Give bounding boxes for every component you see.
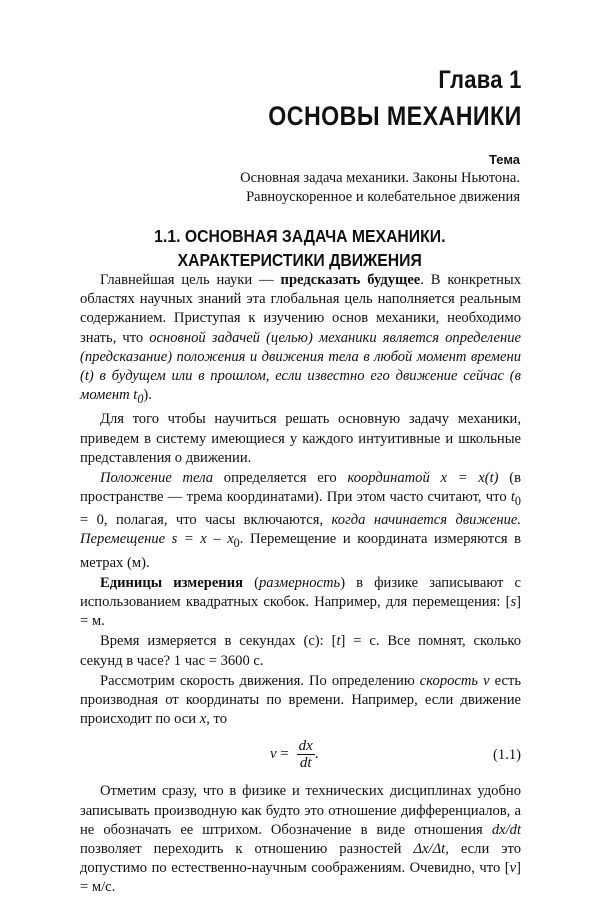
math-inline: t (336, 633, 341, 650)
emphasis-bold: Единицы измерения (100, 574, 244, 591)
math-inline: Δx/Δt (413, 841, 446, 857)
formula-lhs: v (270, 746, 277, 763)
chapter-title: ОСНОВЫ МЕХАНИКИ (268, 101, 522, 131)
paragraph-derivative-notation (80, 782, 521, 897)
text-run: Отметим сразу, что в физике и технических дисциплинах удобно записывать производную как будто это отношение дифференциалов, а не обозначать ее штрихом. Обозначение в виде отношения (80, 783, 521, 838)
subscript: 0 (233, 536, 240, 551)
text-run: ] = с. Все помнят, сколько секунд в часе? 1 час = 3600 с. (80, 633, 522, 669)
paragraph-position (80, 469, 521, 573)
paragraph-time (80, 632, 521, 670)
formula-expression (270, 738, 319, 771)
topic-heading: Тема (488, 152, 520, 167)
formula-numerator: dx (298, 738, 313, 755)
subscript: 0 (514, 494, 521, 509)
chapter-label: Глава 1 (438, 66, 522, 94)
text-run: ] = м. (80, 593, 521, 630)
math-inline: s = x – x (165, 531, 234, 548)
text-run: , если это допустимо по естественно-научным соображениям. Очевидно, что [ (80, 841, 521, 877)
text-run: определяется его (213, 469, 348, 486)
math-inline: s (510, 593, 517, 610)
text-run: позволяет переходить к отношению разностей (80, 841, 414, 857)
emphasis-bold: предсказать будущее (280, 272, 421, 288)
text-run: (в пространстве — трема координатами). При этом часто считают, что (80, 469, 522, 506)
formula-fraction (297, 738, 315, 771)
math-inline: x (199, 711, 207, 728)
text-run: ( (243, 574, 259, 591)
paragraph-goal (80, 271, 521, 409)
emphasis-italic: размерность (258, 574, 341, 591)
math-inline: dx/dt (491, 821, 521, 838)
topic-line-1: Основная задача механики. Законы Ньютона. (240, 170, 520, 186)
formula-denominator: dt (299, 755, 312, 772)
math-inline: x = x(t) (429, 469, 499, 486)
text-run: ). (143, 387, 152, 404)
emphasis-italic: основной задачей (целью) механики является определение (предсказание) положения и движения тела в любой момент времени (t) в будущем или в прошлом, если известно его движение сейчас (в момент t (80, 329, 521, 404)
emphasis-italic: координатой (347, 469, 430, 486)
text-run: = 0, полагая, что часы включаются, (80, 512, 332, 529)
emphasis-italic: Положение тела (100, 469, 214, 486)
paragraph-units (80, 574, 521, 632)
text-run: , то (206, 711, 227, 728)
text-run: ] = м/с. (80, 860, 521, 896)
text-run: Рассмотрим скорость движения. По определению (100, 672, 420, 689)
topic-block (240, 150, 520, 207)
section-title-line-2: ХАРАКТЕРИСТИКИ ДВИЖЕНИЯ (177, 250, 423, 270)
equation-number: (1.1) (493, 747, 521, 764)
math-inline: t (510, 489, 515, 506)
text-run: . В конкретных областях научных знаний эта глобальная цель наполняется реальным содержанием. Приступая к изучению основ механики, необходимо знать, что (80, 272, 522, 346)
math-inline: v (509, 860, 517, 877)
formula-1-1 (80, 732, 521, 772)
formula-equals: = (276, 746, 293, 763)
text-run: Время измеряется в секундах (с): [ (100, 633, 337, 650)
text-run: . Перемещение и координата измеряются в метрах (м). (80, 531, 521, 571)
topic-line-2: Равноускоренное и колебательное движения (246, 189, 520, 205)
section-title-line-1: 1.1. ОСНОВНАЯ ЗАДАЧА МЕХАНИКИ. (154, 226, 446, 246)
body-text (80, 271, 521, 898)
paragraph-velocity (80, 672, 521, 730)
emphasis-italic: когда начинается движение. Перемещение (80, 512, 521, 548)
formula-period: . (314, 746, 319, 763)
text-run: есть производная от координаты по времени. Например, если движение происходит по оси (80, 672, 522, 728)
section-title (0, 224, 600, 272)
subscript: 0 (137, 392, 144, 407)
text-run: Главнейшая цель науки — (100, 272, 281, 288)
paragraph-intuition: Для того чтобы научиться решать основную задачу механики, приведем в систему имеющиеся у каждого интуитивные и школьные представления о движении. (80, 411, 521, 466)
text-run: ) в физике записывают с использованием квадратных скобок. Например, для перемещения: [ (80, 574, 521, 610)
emphasis-italic: скорость v (419, 672, 490, 689)
